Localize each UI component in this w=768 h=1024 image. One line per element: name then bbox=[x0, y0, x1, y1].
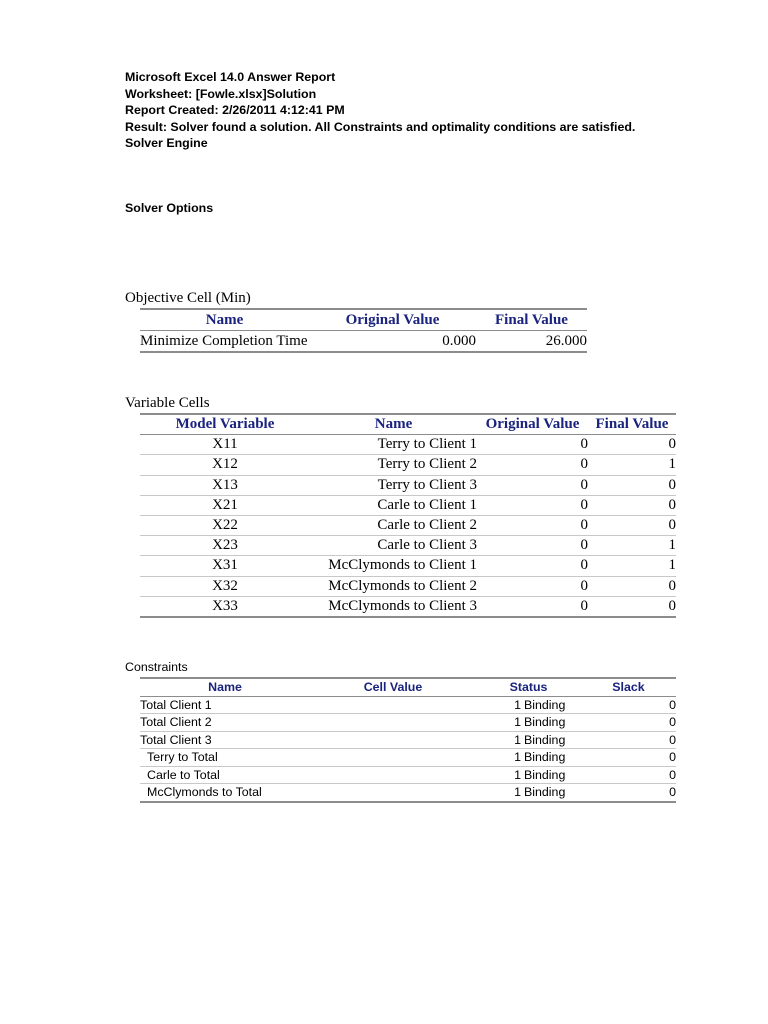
table-row bbox=[140, 766, 676, 784]
col-header-name: Name bbox=[205, 312, 244, 328]
constraint-name-cell: McClymonds to Total bbox=[147, 785, 262, 799]
col-header-name: Name bbox=[374, 416, 413, 432]
cell-value-cell: 1 bbox=[514, 750, 521, 764]
variable-name-cell: Carle to Client 3 bbox=[377, 537, 477, 554]
model-variable-cell: X32 bbox=[212, 577, 238, 594]
variable-name-cell: Terry to Client 1 bbox=[377, 436, 477, 453]
col-header-original-value: Original Value bbox=[485, 416, 580, 432]
original-value-cell: 0 bbox=[580, 537, 588, 554]
result-line: Result: Solver found a solution. All Constraints and optimality conditions are satisfied. bbox=[125, 119, 636, 134]
variable-cells-title: Variable Cells bbox=[125, 395, 210, 411]
objective-original-value: 0.000 bbox=[442, 333, 476, 349]
model-variable-cell: X31 bbox=[212, 557, 238, 574]
slack-cell: 0 bbox=[669, 750, 676, 764]
col-header-original-value: Original Value bbox=[345, 312, 440, 328]
slack-cell: 0 bbox=[669, 785, 676, 799]
table-row bbox=[140, 536, 676, 556]
model-variable-cell: X23 bbox=[212, 537, 238, 554]
original-value-cell: 0 bbox=[580, 456, 588, 473]
slack-cell: 0 bbox=[669, 732, 676, 747]
status-cell: Binding bbox=[524, 697, 566, 712]
report-header bbox=[125, 69, 635, 152]
model-variable-cell: X21 bbox=[212, 496, 238, 513]
constraints-header-row bbox=[140, 678, 676, 696]
original-value-cell: 0 bbox=[580, 517, 588, 534]
cell-value-cell: 1 bbox=[514, 715, 521, 729]
solver-engine-heading: Solver Engine bbox=[125, 136, 208, 151]
table-row bbox=[140, 596, 676, 617]
table-row bbox=[140, 435, 676, 455]
table-row bbox=[140, 495, 676, 515]
constraint-name-cell: Total Client 1 bbox=[140, 697, 212, 712]
objective-row bbox=[140, 331, 587, 353]
table-row bbox=[140, 731, 676, 749]
col-header-slack: Slack bbox=[612, 680, 645, 694]
original-value-cell: 0 bbox=[580, 476, 588, 493]
cell-value-cell: 1 bbox=[514, 732, 521, 747]
objective-final-value: 26.000 bbox=[545, 333, 587, 349]
table-row bbox=[140, 516, 676, 536]
variable-name-cell: Terry to Client 2 bbox=[377, 456, 477, 473]
status-cell: Binding bbox=[524, 750, 566, 764]
col-header-final-value: Final Value bbox=[495, 312, 568, 328]
variable-cells-table bbox=[140, 413, 676, 618]
constraints-table bbox=[140, 677, 676, 803]
slack-cell: 0 bbox=[669, 767, 676, 782]
constraint-name-cell: Terry to Total bbox=[147, 750, 218, 764]
table-row bbox=[140, 475, 676, 495]
cell-value-cell: 1 bbox=[514, 697, 521, 712]
objective-table bbox=[140, 308, 587, 353]
model-variable-cell: X11 bbox=[212, 436, 238, 453]
report-created-line: Report Created: 2/26/2011 4:12:41 PM bbox=[125, 103, 345, 118]
original-value-cell: 0 bbox=[580, 496, 588, 513]
final-value-cell: 0 bbox=[668, 577, 676, 594]
slack-cell: 0 bbox=[669, 715, 676, 729]
final-value-cell: 1 bbox=[668, 456, 676, 473]
variable-name-cell: Terry to Client 3 bbox=[377, 476, 477, 493]
variable-name-cell: McClymonds to Client 2 bbox=[328, 577, 477, 594]
report-title: Microsoft Excel 14.0 Answer Report bbox=[125, 70, 336, 84]
status-cell: Binding bbox=[524, 785, 566, 799]
constraint-name-cell: Carle to Total bbox=[147, 767, 220, 782]
final-value-cell: 1 bbox=[668, 557, 676, 574]
variable-header-row bbox=[140, 414, 676, 435]
variable-name-cell: McClymonds to Client 1 bbox=[328, 557, 477, 574]
constraints-title: Constraints bbox=[125, 660, 188, 674]
status-cell: Binding bbox=[524, 732, 566, 747]
objective-header-row bbox=[140, 309, 587, 331]
slack-cell: 0 bbox=[669, 697, 676, 712]
worksheet-line: Worksheet: [Fowle.xlsx]Solution bbox=[125, 86, 317, 101]
objective-cell-title: Objective Cell (Min) bbox=[125, 290, 251, 306]
objective-name: Minimize Completion Time bbox=[140, 333, 308, 349]
variable-name-cell: Carle to Client 1 bbox=[377, 496, 477, 513]
final-value-cell: 0 bbox=[668, 476, 676, 493]
table-row bbox=[140, 749, 676, 767]
variable-name-cell: Carle to Client 2 bbox=[377, 517, 477, 534]
model-variable-cell: X33 bbox=[212, 597, 238, 614]
final-value-cell: 1 bbox=[668, 537, 676, 554]
constraint-name-cell: Total Client 2 bbox=[140, 715, 212, 729]
table-row bbox=[140, 556, 676, 576]
cell-value-cell: 1 bbox=[514, 767, 521, 782]
col-header-model-variable: Model Variable bbox=[175, 416, 275, 432]
status-cell: Binding bbox=[524, 715, 566, 729]
original-value-cell: 0 bbox=[580, 577, 588, 594]
variable-name-cell: McClymonds to Client 3 bbox=[328, 597, 477, 614]
table-row bbox=[140, 714, 676, 732]
model-variable-cell: X22 bbox=[212, 517, 238, 534]
col-header-name: Name bbox=[208, 680, 242, 694]
original-value-cell: 0 bbox=[580, 436, 588, 453]
table-row bbox=[140, 784, 676, 802]
final-value-cell: 0 bbox=[668, 436, 676, 453]
final-value-cell: 0 bbox=[668, 496, 676, 513]
final-value-cell: 0 bbox=[668, 597, 676, 614]
col-header-final-value: Final Value bbox=[595, 416, 669, 432]
original-value-cell: 0 bbox=[580, 557, 588, 574]
solver-options-heading: Solver Options bbox=[125, 201, 214, 215]
table-row bbox=[140, 576, 676, 596]
col-header-status: Status bbox=[509, 680, 548, 694]
final-value-cell: 0 bbox=[668, 517, 676, 534]
status-cell: Binding bbox=[524, 767, 566, 782]
model-variable-cell: X13 bbox=[212, 476, 238, 493]
table-row bbox=[140, 696, 676, 714]
model-variable-cell: X12 bbox=[212, 456, 238, 473]
original-value-cell: 0 bbox=[580, 597, 588, 614]
constraint-name-cell: Total Client 3 bbox=[140, 732, 212, 747]
cell-value-cell: 1 bbox=[514, 785, 521, 799]
table-row bbox=[140, 455, 676, 475]
col-header-cell-value: Cell Value bbox=[363, 680, 423, 694]
